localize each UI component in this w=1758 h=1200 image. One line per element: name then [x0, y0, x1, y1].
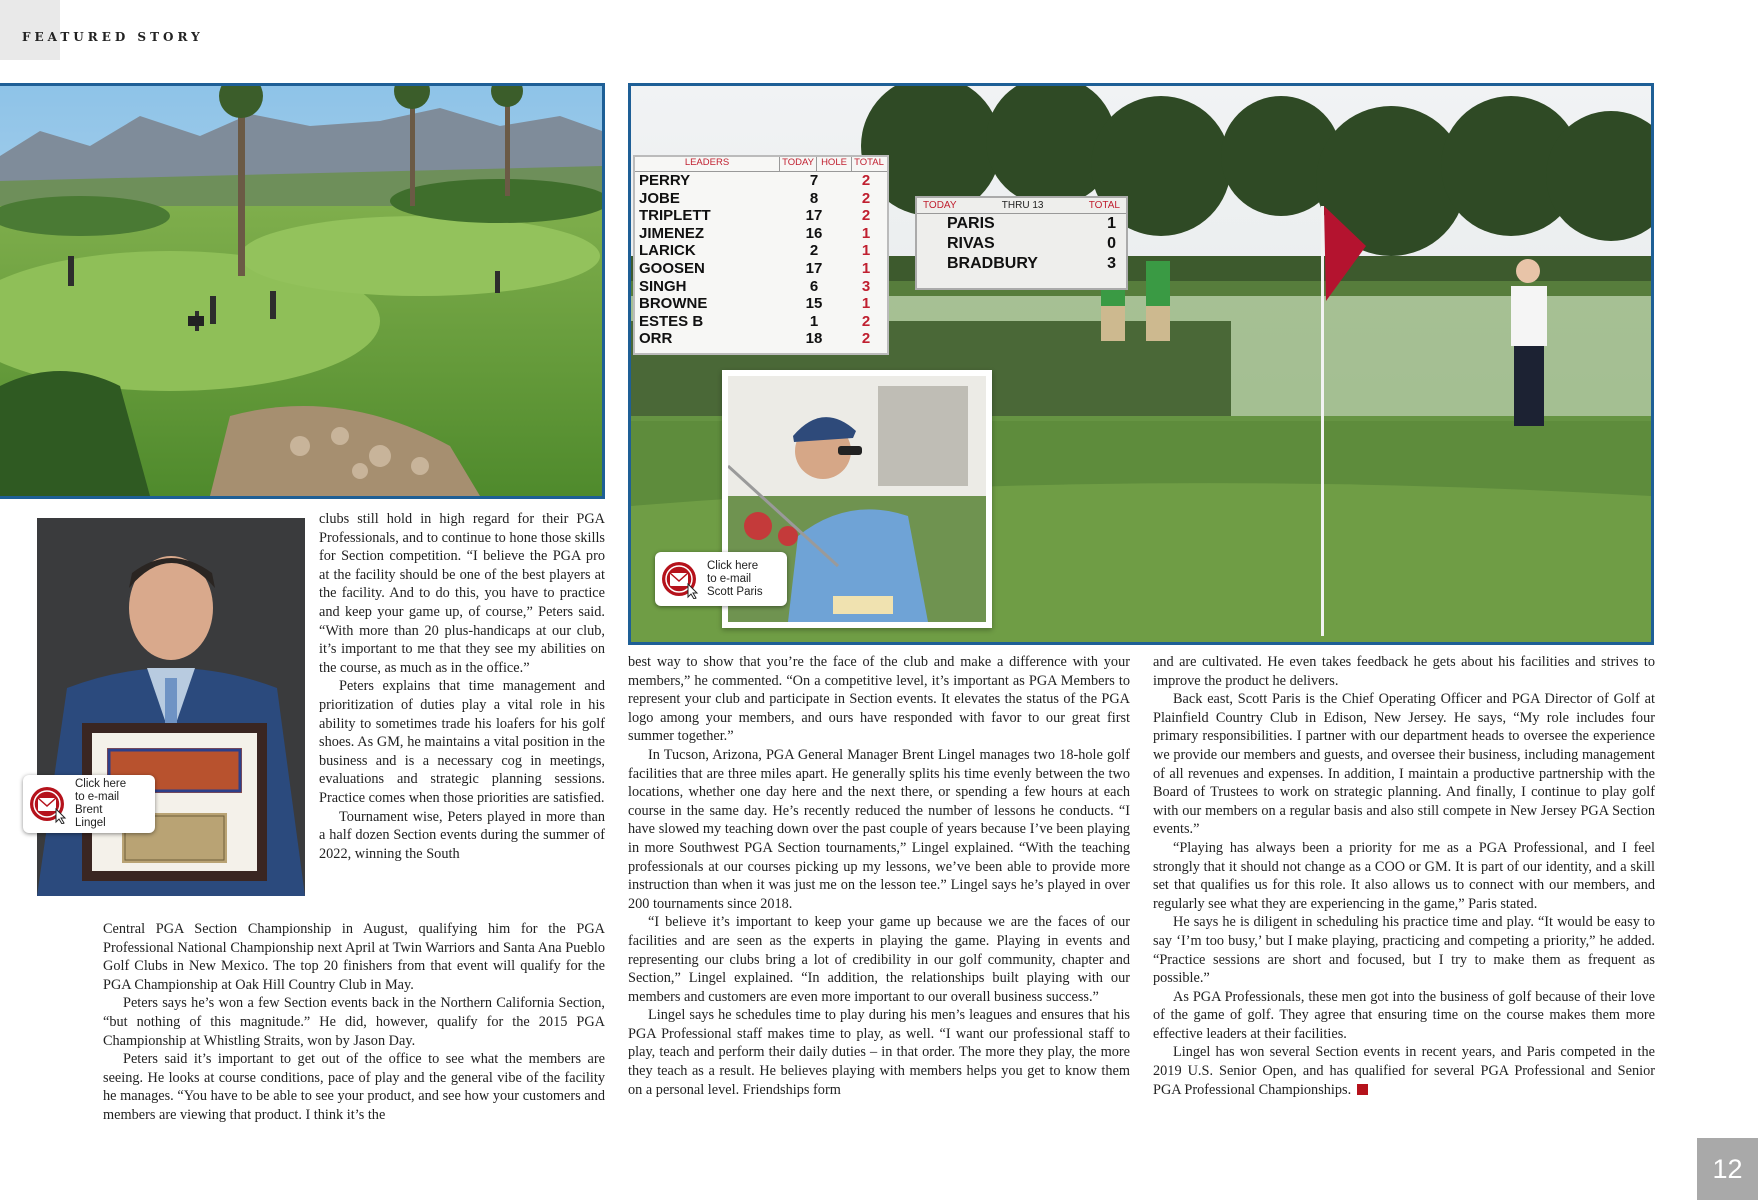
leaderboard-total: 2: [861, 172, 871, 189]
leaderboard-header-today: TODAY: [779, 157, 816, 171]
leaderboard-total: 2: [861, 312, 871, 330]
section-label: FEATURED STORY: [22, 30, 204, 44]
article-paragraph: Back east, Scott Paris is the Chief Operating Officer and PGA Director of Golf at Plainfield Country Club in Edison, New Jersey. He says, “My role includes four primary responsibilities. I partner with our department heads to oversee the experience we provide our members and guests, and oversee their business, including management of all revenues and expenses. In addition, I maintain a productive partnership with the Board of Trustees to work on strategic planning. And finally, I continue to play golf with our members on a regular basis and also still compete in New Jersey PGA Section events.”: [1153, 691, 1655, 838]
leaderboard-player-name: BROWNE: [639, 295, 708, 313]
leaderboard-header-total: TOTAL: [851, 157, 886, 171]
leaderboard-row: [635, 278, 887, 296]
email-brent-lingel-button[interactable]: [23, 775, 155, 833]
article-paragraph: He says he is diligent in scheduling his practice time and play. “It would be easy to say ‘I’m too busy,’ but I make playing, practicing and competing a priority,” he added. “Practice sessions are short and focused, but I try to make them as frequent as possible.”: [1153, 914, 1655, 987]
leaderboard-hole: 2: [809, 242, 819, 260]
hole-board-row: [917, 234, 1126, 254]
leaderboard-player-name: PERRY: [639, 172, 691, 189]
article-column-2: [628, 653, 1130, 1099]
leaderboard-player-name: TRIPLETT: [639, 207, 711, 225]
leaderboard-row: [635, 172, 887, 190]
leaderboard-hole: 6: [809, 277, 819, 295]
leaderboard-player-name: ORR: [639, 330, 673, 348]
article-paragraph: best way to show that you’re the face of the club and make a difference with your members,” he commented. “On a competitive level, it’s important as PGA Members to represent your club and participate in Section events. It elevates the status of the PGA logo among your members, and ours have responded with favor to our great first summer together.”: [628, 654, 1130, 745]
leaderboard-hole: 17: [805, 207, 823, 225]
leaderboard-hole: 18: [805, 330, 823, 348]
end-mark-icon: [1357, 1084, 1368, 1095]
leaderboard-rows: [635, 172, 887, 348]
hole-board-score: 0: [1107, 235, 1116, 252]
hole-board-score: 1: [1107, 215, 1116, 232]
hole-board-rows: [917, 214, 1126, 274]
leaderboard-row: [635, 295, 887, 313]
leaderboard-hole: 8: [809, 189, 819, 207]
leaderboard-header-hole: HOLE: [816, 157, 851, 171]
article-column-3: [1153, 653, 1655, 1099]
article-paragraph: In Tucson, Arizona, PGA General Manager Brent Lingel manages two 18-hole golf facilities that are three miles apart. He generally splits his time evenly between the two locations, whether one day here and the next there, or spending a few hours at each course in the same day. He’s recently reduced the number of lessons he conducts. “I have slowed my teaching down over the past couple of years because I’ve been playing in more Southwest PGA Section tournaments,” Lingel explained. “With the teaching professionals at our courses picking up my lessons, we’ve been able to provide more instruction than when it was just me on the lesson tee.” Lingel says he’s played in over 200 tournaments since 2018.: [628, 746, 1130, 912]
leaderboard-player-name: LARICK: [639, 242, 696, 260]
article-paragraph: clubs still hold in high regard for their PGA Professionals, and to continue to hone those skills for Section competition. “I believe the PGA pro at the facility should be one of the best players at the facility. And to do this, you have to practice and keep your game up, of course,” Peters said. “With more than 20 plus-handicaps at our club, it’s important to me that they see my abilities on the course, as much as in the office.”: [319, 511, 605, 676]
leaderboard-hole: 15: [805, 295, 823, 313]
article-paragraph: Central PGA Section Championship in August, qualifying him for the PGA Professional National Championship next April at Twin Warriors and Santa Ana Pueblo Golf Clubs in New Mexico. The top 20 finishers from that event will qualify for the PGA Championship at Oak Hill Country Club in May.: [103, 921, 605, 993]
email-scott-label: Click here to e-mail Scott Paris: [707, 559, 763, 598]
hole-board-row: [917, 214, 1126, 234]
article-paragraph: Tournament wise, Peters played in more than a half dozen Section events during the summer of 2022, winning the South: [319, 808, 605, 862]
hole-board-thru: THRU 13: [1001, 200, 1044, 211]
leaderboard-row: [635, 225, 887, 243]
leaderboard-row: [635, 207, 887, 225]
leaderboard-player-name: JOBE: [639, 189, 680, 207]
hole-board-player-name: PARIS: [947, 215, 995, 232]
email-scott-paris-button[interactable]: [655, 552, 787, 606]
leaderboard-hole: 1: [809, 312, 819, 330]
leaderboard-hole: 16: [805, 224, 823, 242]
article-paragraph: “Playing has always been a priority for me as a PGA Professional, and I feel strongly that it should not change as a COO or GM. It is part of our identity, and a skill set that qualifies us for this role. It also allows us to connect with our members, and regularly see what they are experiencing in the game,” Paris stated.: [1153, 839, 1655, 912]
email-envelope-icon: [29, 784, 69, 824]
article-paragraph: Lingel says he schedules time to play during his men’s leagues and ensures that his PGA Professional staff makes time to play, as well. “I want our professional staff to play, teach and perform their daily duties – in that order. The more they play, the more they teach as a result. He believes playing with members helps you get to know them on a personal level. Friendships form: [628, 1007, 1130, 1098]
hole-board-row: [917, 254, 1126, 274]
brent-lingel-photo: [37, 518, 305, 896]
leaderboard-total: 2: [861, 330, 871, 348]
hole-board-player-name: BRADBURY: [947, 255, 1038, 272]
hole-board-total: TOTAL: [1088, 200, 1120, 211]
leaderboard-total: 1: [861, 242, 871, 260]
email-brent-label: Click here to e-mail Brent Lingel: [75, 778, 127, 829]
article-paragraph: and are cultivated. He even takes feedback he gets about his facilities and strives to improve the product he delivers.: [1153, 654, 1655, 689]
article-paragraph: [1153, 1043, 1655, 1099]
leaderboard-total: 2: [861, 189, 871, 207]
article-paragraph: Peters said it’s important to get out of the office to see what the members are seeing. He looks at course conditions, pace of play and the general vibe of the facility he manages. “You have to be able to see your product, and see how your customers and members are viewing that product. I think it’s the: [103, 1051, 605, 1123]
leaderboard-total: 3: [861, 277, 871, 295]
leaderboard-hole: 17: [805, 259, 823, 277]
leaderboard-row: [635, 330, 887, 348]
hole-board-today: TODAY: [923, 200, 957, 211]
leaderboard-row: [635, 260, 887, 278]
article-column-1-bottom: [103, 920, 605, 1125]
leaderboard-player-name: SINGH: [639, 277, 687, 295]
page-number: 12: [1697, 1138, 1758, 1200]
hole-scoreboard: [915, 196, 1128, 290]
leaderboard-player-name: GOOSEN: [639, 259, 705, 277]
leaderboard-total: 1: [861, 259, 871, 277]
leaderboard-header-leaders: LEADERS: [684, 157, 730, 168]
leaderboard-row: [635, 190, 887, 208]
article-paragraph: Peters says he’s won a few Section events back in the Northern California Section, “but nothing of this magnitude.” He did, however, qualify for the 2015 PGA Championship at Whistling Straits, won by Jason Day.: [103, 995, 605, 1049]
article-column-1-top: [319, 510, 605, 863]
article-paragraph: “I believe it’s important to keep your game up because we are the faces of our facilities and are seen as the experts in playing the game. Playing in events and representing our clubs bring a lot of credibility in our golf community, chapter and Section,” Lingel explained. “In addition, the relationships built playing with our members and customers are even more important to our overall business success.”: [628, 914, 1130, 1005]
hole-board-score: 3: [1107, 255, 1116, 272]
leaderboard-total: 1: [861, 224, 871, 242]
email-envelope-icon: [661, 559, 701, 599]
leaderboard-player-name: JIMENEZ: [639, 224, 705, 242]
leaderboard-hole: 7: [809, 172, 819, 189]
hole-board-player-name: RIVAS: [947, 235, 995, 252]
leaderboard-row: [635, 313, 887, 331]
leaderboard-player-name: ESTES B: [639, 312, 704, 330]
article-paragraph: Peters explains that time management and prioritization of duties play a vital role in his ability to sometimes trade his loafers for his golf shoes. As GM, he maintains a vital position in the business and is a necessary cog in meetings, evaluations and strategic planning sessions. Practice comes when those priorities are satisfied.: [319, 678, 605, 806]
leaderboard-total: 2: [861, 207, 871, 225]
leaderboard-total: 1: [861, 295, 871, 313]
article-last-paragraph-text: Lingel has won several Section events in recent years, and Paris competed in the 2019 U.S. Senior Open, and has qualified for several PGA Professional and Senior PGA Professional Championships.: [1153, 1044, 1655, 1098]
leaderboard-row: [635, 242, 887, 260]
golf-course-photo: [0, 83, 605, 499]
leaderboard: [633, 155, 889, 355]
article-paragraph: As PGA Professionals, these men got into the business of golf because of their love of the game of golf. They agree that ensuring time on the course makes them more effective leaders at their facilities.: [1153, 988, 1655, 1042]
